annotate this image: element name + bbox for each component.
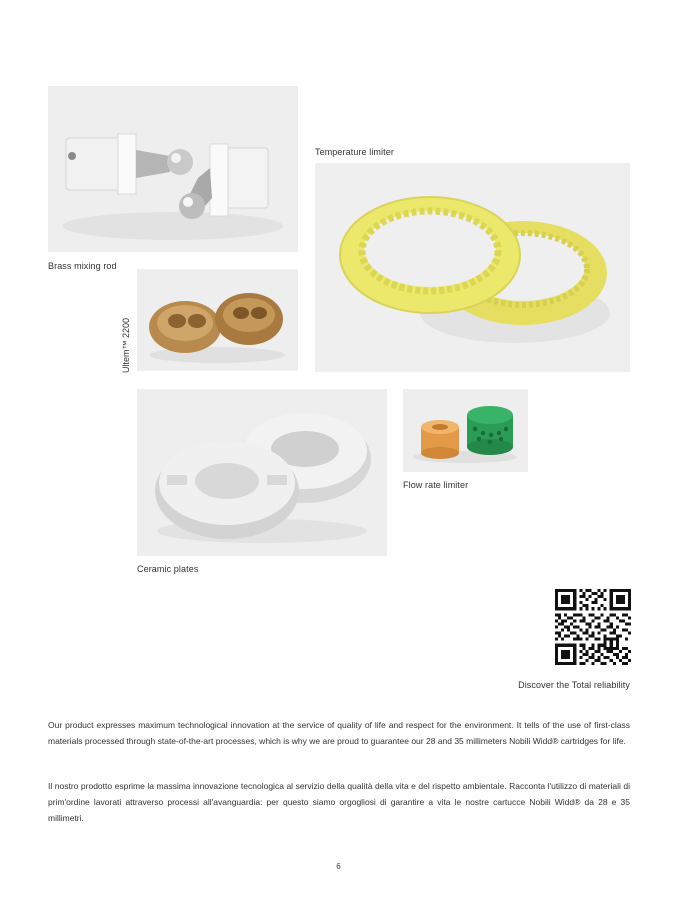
- paragraph-italian: Il nostro prodotto esprime la massima innovazione tecnologica al servizio della qualità della vita e del rispetto ambientale. Racconta l'utilizzo di materiali di prim'ordine lavorati attraverso processi all'avanguardia: per questo siamo orgogliosi di garantire a vita le nostre cartucce Nobili Widd® da 28 e 35 millimetri.: [48, 781, 630, 823]
- qr-caption: Discover the Total reliability: [518, 680, 630, 690]
- ultem-photo: [137, 269, 298, 371]
- ceramic-plates-caption: Ceramic plates: [137, 564, 199, 574]
- flow-rate-limiter-caption: Flow rate limiter: [403, 480, 469, 490]
- flow-rate-limiter-photo: [403, 389, 528, 472]
- ultem-caption: Ultem™ 2200: [121, 317, 131, 373]
- temperature-limiter-photo: [315, 163, 630, 372]
- paragraph-english: Our product expresses maximum technological innovation at the service of quality of life and respect for the environment. It tells of the use of first-class materials processed through state-of-the-art processes, which is why we are proud to guarantee our 28 and 35 millimeters Nobili Widd® cartridges for life.: [48, 720, 630, 746]
- brass-mixing-rod-caption: Brass mixing rod: [48, 261, 117, 271]
- temperature-limiter-caption: Temperature limiter: [315, 147, 394, 157]
- page-number: 6: [336, 862, 341, 871]
- ceramic-plates-photo: [137, 389, 387, 556]
- qr-code[interactable]: [555, 589, 631, 665]
- brass-mixing-rod-photo: [48, 86, 298, 252]
